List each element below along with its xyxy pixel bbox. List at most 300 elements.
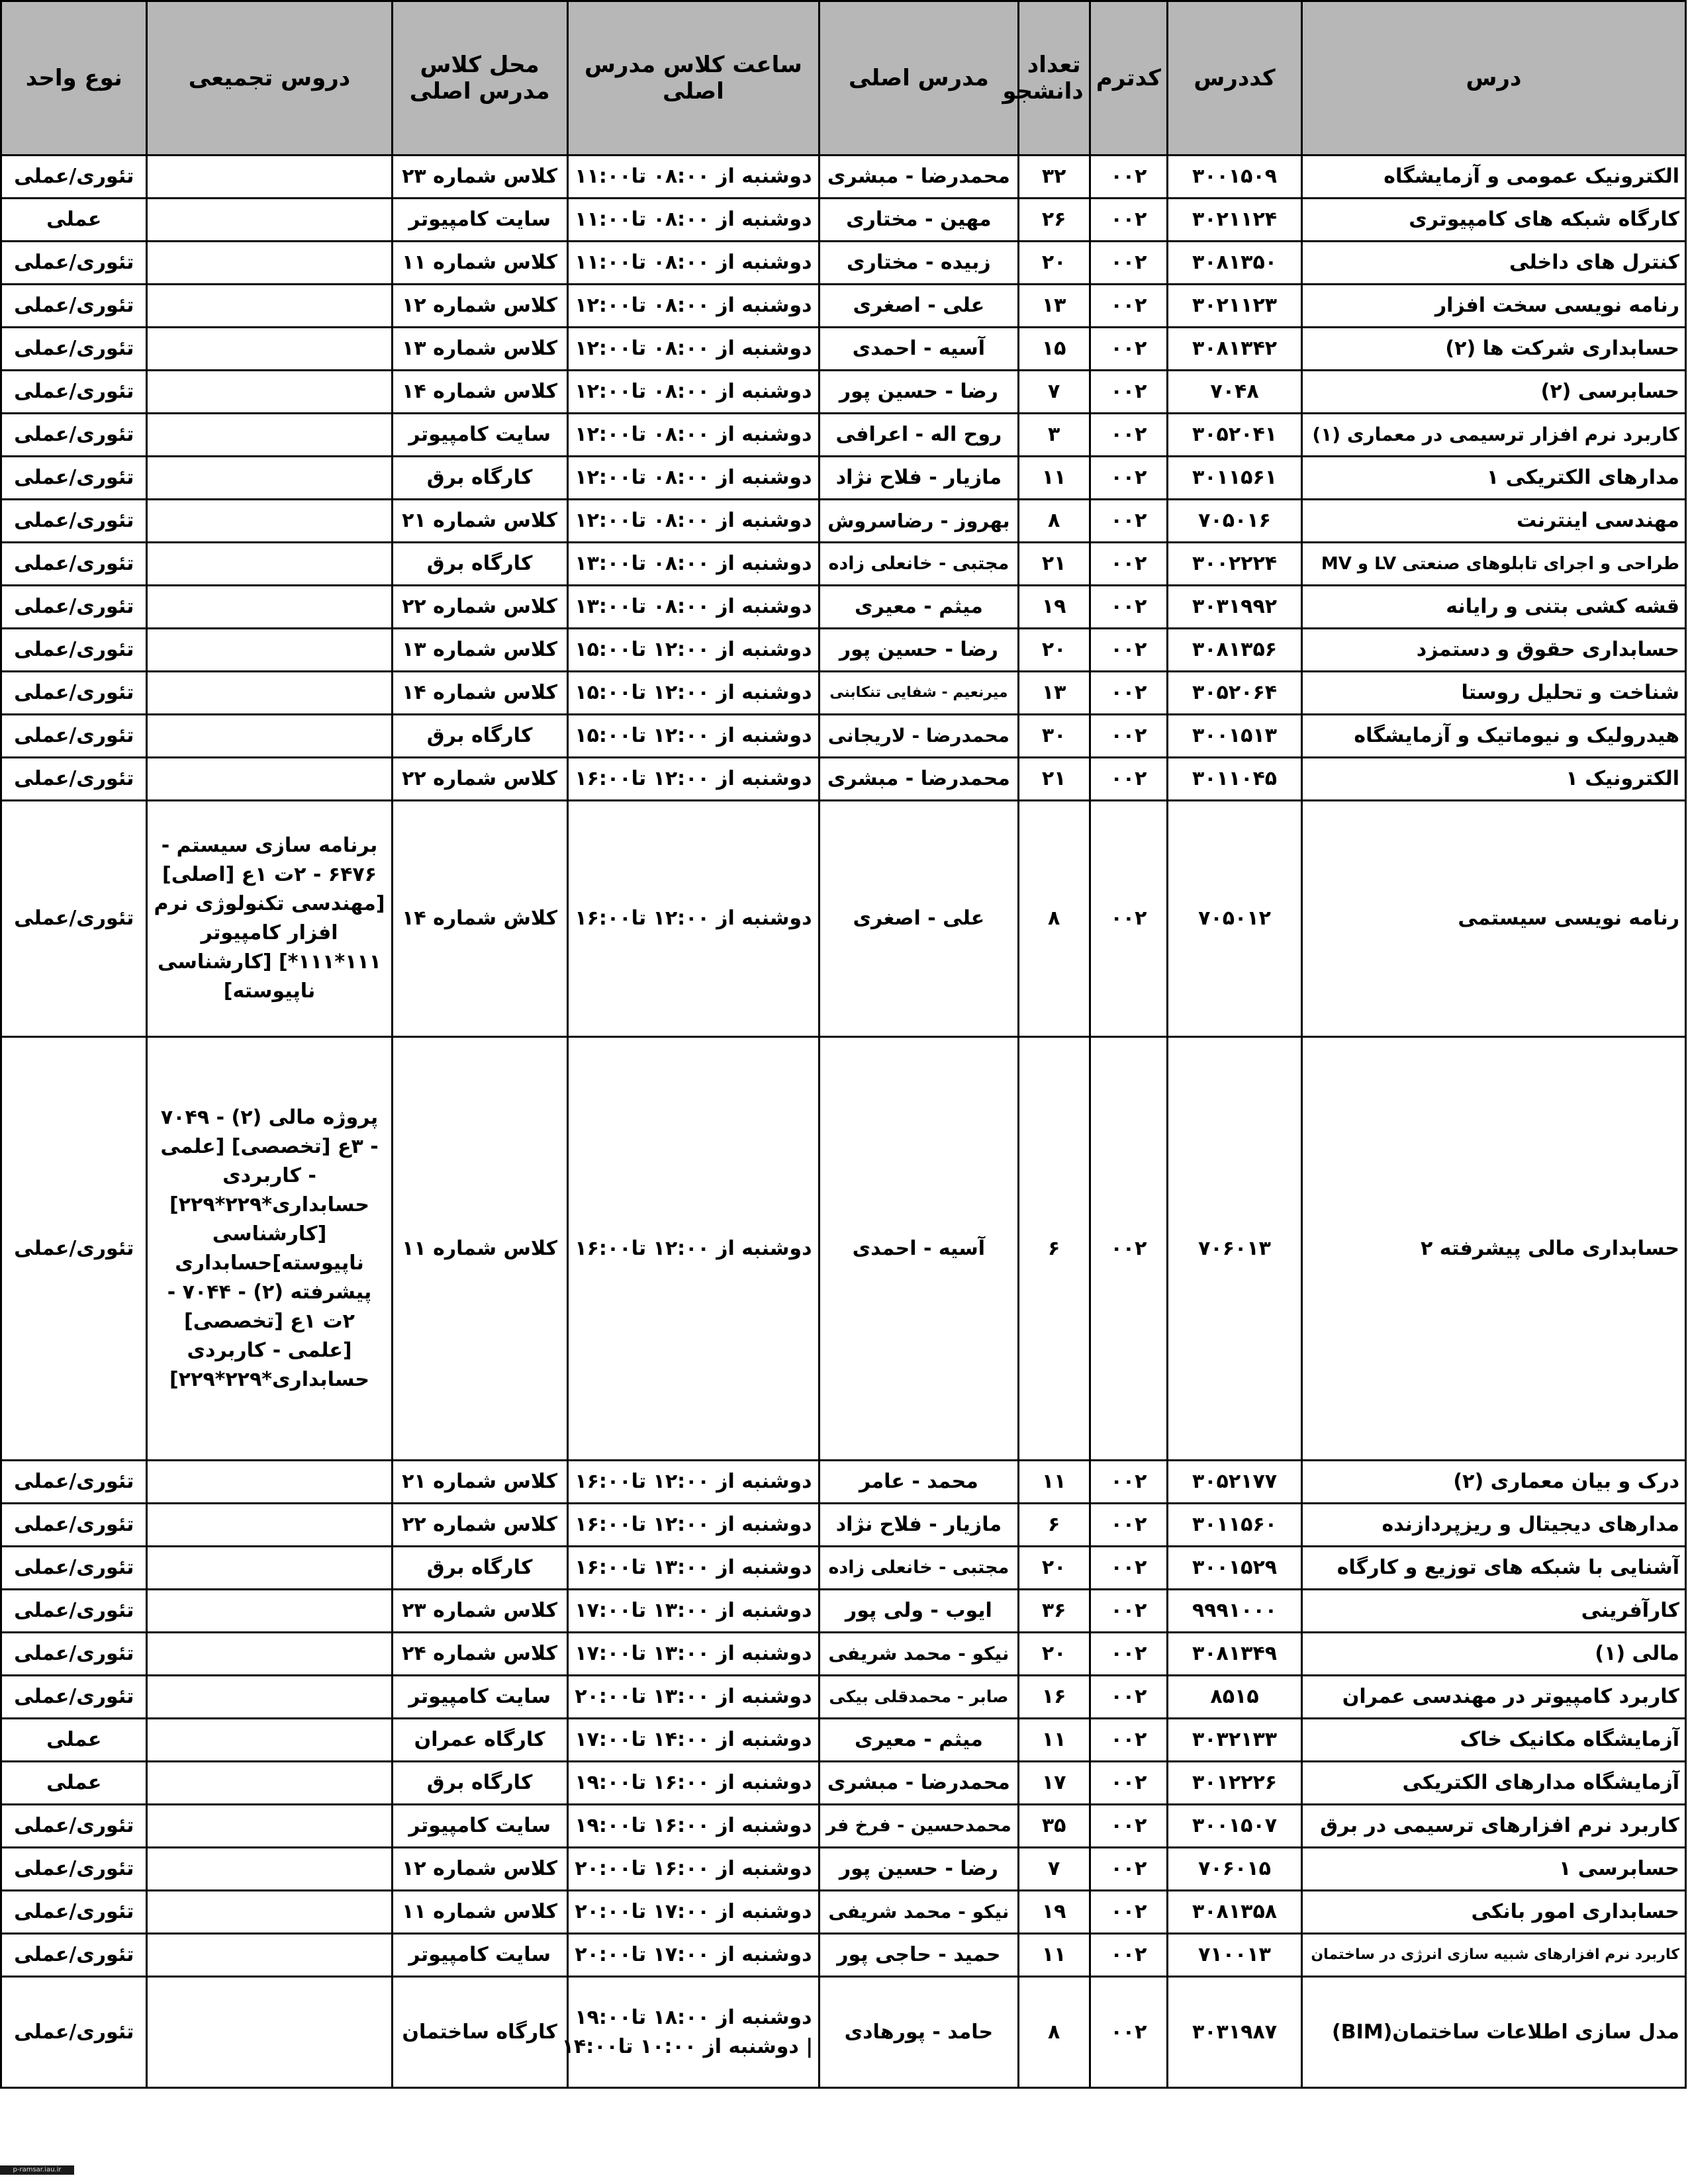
class-location: کلاس شماره ۱۲ xyxy=(392,1848,567,1891)
teacher-name: میثم - معیری xyxy=(820,1719,1018,1762)
student-count: ۸ xyxy=(1018,500,1090,543)
table-row xyxy=(1,328,1686,371)
teacher-name: روح اله - اعرافی xyxy=(820,414,1018,457)
course-code: ۳۰۲۱۱۲۳ xyxy=(1168,285,1302,328)
combined-courses xyxy=(147,672,392,715)
table-row xyxy=(1,156,1686,199)
class-time-line: دوشنبه از ۰۸:۰۰ تا۱۱:۰۰ xyxy=(575,208,812,231)
teacher-name: آسیه - احمدی xyxy=(820,1037,1018,1461)
course-name: حسابداری شرکت ها (۲) xyxy=(1301,328,1685,371)
course-code: ۳۰۰۱۵۲۹ xyxy=(1168,1547,1302,1590)
class-time xyxy=(567,1934,820,1977)
teacher-name: آسیه - احمدی xyxy=(820,328,1018,371)
class-location: کلاس شماره ۲۲ xyxy=(392,586,567,629)
combined-courses xyxy=(147,1719,392,1762)
header-row xyxy=(1,1,1686,156)
class-time xyxy=(567,285,820,328)
course-name: حسابرسی ۱ xyxy=(1301,1848,1685,1891)
term-code: ۰۰۲ xyxy=(1090,801,1167,1037)
combined-courses xyxy=(147,285,392,328)
class-location: کلاس شماره ۲۱ xyxy=(392,500,567,543)
term-code: ۰۰۲ xyxy=(1090,285,1167,328)
combined-courses xyxy=(147,199,392,242)
course-code: ۳۰۱۱۵۶۰ xyxy=(1168,1504,1302,1547)
student-count: ۱۳ xyxy=(1018,285,1090,328)
combined-courses xyxy=(147,758,392,801)
student-count: ۱۹ xyxy=(1018,1891,1090,1934)
student-count: ۲۰ xyxy=(1018,1547,1090,1590)
term-code: ۰۰۲ xyxy=(1090,586,1167,629)
student-count: ۶ xyxy=(1018,1037,1090,1461)
course-code: ۳۰۱۱۵۶۱ xyxy=(1168,457,1302,500)
class-time xyxy=(567,156,820,199)
teacher-name: ایوب - ولی پور xyxy=(820,1590,1018,1633)
class-time xyxy=(567,1676,820,1719)
unit-type: تئوری/عملی xyxy=(1,1633,147,1676)
combined-courses xyxy=(147,1633,392,1676)
course-name: آشنایی با شبکه های توزیع و کارگاه xyxy=(1301,1547,1685,1590)
class-time xyxy=(567,457,820,500)
class-location: کارگاه برق xyxy=(392,1762,567,1805)
class-time-line: دوشنبه از ۰۸:۰۰ تا۱۱:۰۰ xyxy=(575,165,812,188)
term-code: ۰۰۲ xyxy=(1090,1891,1167,1934)
term-code: ۰۰۲ xyxy=(1090,156,1167,199)
course-name: کاربرد نرم افزار ترسیمی در معماری (۱) xyxy=(1301,414,1685,457)
class-location: کلاس شماره ۲۲ xyxy=(392,1504,567,1547)
teacher-name: بهروز - رضاسروش xyxy=(820,500,1018,543)
class-time xyxy=(567,586,820,629)
student-count: ۳۵ xyxy=(1018,1805,1090,1848)
course-name: کارگاه شبکه های کامپیوتری xyxy=(1301,199,1685,242)
class-time-line: دوشنبه از ۱۳:۰۰ تا۱۶:۰۰ xyxy=(575,1556,812,1579)
teacher-name: میرنعیم - شفایی تنکابنی xyxy=(820,672,1018,715)
class-location: سایت کامپیوتر xyxy=(392,414,567,457)
combined-courses xyxy=(147,1977,392,2088)
student-count: ۱۹ xyxy=(1018,586,1090,629)
header-class-location: محل کلاس مدرس اصلی xyxy=(392,1,567,156)
student-count: ۷ xyxy=(1018,1848,1090,1891)
class-time xyxy=(567,1762,820,1805)
class-location: کلاس شماره ۱۴ xyxy=(392,672,567,715)
combined-courses xyxy=(147,1547,392,1590)
combined-courses xyxy=(147,1590,392,1633)
table-row xyxy=(1,1504,1686,1547)
class-time xyxy=(567,672,820,715)
course-name: الکترونیک عمومی و آزمایشگاه xyxy=(1301,156,1685,199)
term-code: ۰۰۲ xyxy=(1090,629,1167,672)
class-time xyxy=(567,1461,820,1504)
class-time-line: دوشنبه از ۱۲:۰۰ تا۱۵:۰۰ xyxy=(575,638,812,661)
class-location: کارگاه ساختمان xyxy=(392,1977,567,2088)
unit-type: تئوری/عملی xyxy=(1,715,147,758)
header-student-count: تعداد دانشجو xyxy=(1018,1,1090,156)
class-location: سایت کامپیوتر xyxy=(392,199,567,242)
table-row xyxy=(1,199,1686,242)
unit-type: تئوری/عملی xyxy=(1,1891,147,1934)
class-time xyxy=(567,500,820,543)
teacher-name: مجتبی - خانعلی زاده xyxy=(820,543,1018,586)
teacher-name: محمد - عامر xyxy=(820,1461,1018,1504)
combined-courses xyxy=(147,1762,392,1805)
teacher-name: مازیار - فلاح نژاد xyxy=(820,1504,1018,1547)
term-code: ۰۰۲ xyxy=(1090,414,1167,457)
unit-type: تئوری/عملی xyxy=(1,328,147,371)
unit-type: تئوری/عملی xyxy=(1,371,147,414)
class-time xyxy=(567,328,820,371)
student-count: ۲۱ xyxy=(1018,543,1090,586)
unit-type: تئوری/عملی xyxy=(1,672,147,715)
student-count: ۱۱ xyxy=(1018,1461,1090,1504)
student-count: ۲۰ xyxy=(1018,1633,1090,1676)
combined-courses xyxy=(147,543,392,586)
course-name: درک و بیان معماری (۲) xyxy=(1301,1461,1685,1504)
class-time-line: دوشنبه از ۱۶:۰۰ تا۲۰:۰۰ xyxy=(575,1857,812,1880)
student-count: ۲۰ xyxy=(1018,242,1090,285)
class-time xyxy=(567,543,820,586)
course-name: مهندسی اینترنت xyxy=(1301,500,1685,543)
unit-type: تئوری/عملی xyxy=(1,1848,147,1891)
class-location: کلاس شماره ۱۲ xyxy=(392,285,567,328)
class-time-line: دوشنبه از ۱۶:۰۰ تا۱۹:۰۰ xyxy=(575,1814,812,1837)
class-location: کلاس شماره ۲۴ xyxy=(392,1633,567,1676)
unit-type: تئوری/عملی xyxy=(1,1461,147,1504)
class-location: کلاس شماره ۱۳ xyxy=(392,328,567,371)
class-time-line: دوشنبه از ۱۳:۰۰ تا۱۷:۰۰ xyxy=(575,1642,812,1665)
class-location: کارگاه عمران xyxy=(392,1719,567,1762)
class-time xyxy=(567,1891,820,1934)
table-row xyxy=(1,1977,1686,2088)
course-code: ۳۰۰۱۵۰۷ xyxy=(1168,1805,1302,1848)
table-row xyxy=(1,1590,1686,1633)
course-code: ۳۰۸۱۳۵۸ xyxy=(1168,1891,1302,1934)
class-time-line: دوشنبه از ۱۲:۰۰ تا۱۵:۰۰ xyxy=(575,681,812,704)
class-time xyxy=(567,1719,820,1762)
course-code: ۹۹۹۱۰۰۰ xyxy=(1168,1590,1302,1633)
combined-courses xyxy=(147,414,392,457)
class-time xyxy=(567,242,820,285)
class-time xyxy=(567,1848,820,1891)
teacher-name: میثم - معیری xyxy=(820,586,1018,629)
combined-courses xyxy=(147,1037,392,1461)
header-term-code: کدترم xyxy=(1090,1,1167,156)
class-time-line: دوشنبه از ۱۲:۰۰ تا۱۶:۰۰ xyxy=(575,907,812,930)
student-count: ۱۳ xyxy=(1018,672,1090,715)
class-time-line: دوشنبه از ۱۳:۰۰ تا۲۰:۰۰ xyxy=(575,1685,812,1708)
course-name: مالی (۱) xyxy=(1301,1633,1685,1676)
teacher-name: مهین - مختاری xyxy=(820,199,1018,242)
teacher-name: حامد - پورهادی xyxy=(820,1977,1018,2088)
course-code: ۷۰۵۰۱۲ xyxy=(1168,801,1302,1037)
term-code: ۰۰۲ xyxy=(1090,500,1167,543)
teacher-name: محمدرضا - مبشری xyxy=(820,156,1018,199)
student-count: ۸ xyxy=(1018,801,1090,1037)
term-code: ۰۰۲ xyxy=(1090,242,1167,285)
combined-courses xyxy=(147,801,392,1037)
term-code: ۰۰۲ xyxy=(1090,715,1167,758)
term-code: ۰۰۲ xyxy=(1090,758,1167,801)
combined-courses xyxy=(147,1848,392,1891)
course-code: ۳۰۵۲۰۶۴ xyxy=(1168,672,1302,715)
teacher-name: مجتبی - خانعلی زاده xyxy=(820,1547,1018,1590)
table-row xyxy=(1,1719,1686,1762)
class-location: کارگاه برق xyxy=(392,543,567,586)
table-row xyxy=(1,801,1686,1037)
term-code: ۰۰۲ xyxy=(1090,1719,1167,1762)
header-teacher: مدرس اصلی xyxy=(820,1,1018,156)
course-code: ۷۰۴۸ xyxy=(1168,371,1302,414)
unit-type: تئوری/عملی xyxy=(1,1676,147,1719)
class-time-line: دوشنبه از ۰۸:۰۰ تا۱۲:۰۰ xyxy=(575,423,812,446)
teacher-name: محمدرضا - مبشری xyxy=(820,758,1018,801)
class-time-line: دوشنبه از ۱۲:۰۰ تا۱۶:۰۰ xyxy=(575,1236,812,1260)
class-time xyxy=(567,629,820,672)
unit-type: تئوری/عملی xyxy=(1,1547,147,1590)
class-time-line: دوشنبه از ۰۸:۰۰ تا۱۲:۰۰ xyxy=(575,380,812,403)
unit-type: تئوری/عملی xyxy=(1,586,147,629)
teacher-name: زبیده - مختاری xyxy=(820,242,1018,285)
class-time-line: دوشنبه از ۱۲:۰۰ تا۱۶:۰۰ xyxy=(575,767,812,790)
term-code: ۰۰۲ xyxy=(1090,1504,1167,1547)
teacher-name: محمدحسین - فرخ فر xyxy=(820,1805,1018,1848)
student-count: ۳۲ xyxy=(1018,156,1090,199)
course-code: ۷۰۶۰۱۳ xyxy=(1168,1037,1302,1461)
unit-type: تئوری/عملی xyxy=(1,629,147,672)
class-time xyxy=(567,199,820,242)
class-location: کارگاه برق xyxy=(392,715,567,758)
class-time xyxy=(567,1504,820,1547)
unit-type: تئوری/عملی xyxy=(1,156,147,199)
student-count: ۱۶ xyxy=(1018,1676,1090,1719)
course-code: ۳۰۳۲۱۳۳ xyxy=(1168,1719,1302,1762)
student-count: ۱۱ xyxy=(1018,1719,1090,1762)
course-code: ۳۰۵۲۱۷۷ xyxy=(1168,1461,1302,1504)
course-code: ۳۰۳۱۹۸۷ xyxy=(1168,1977,1302,2088)
teacher-name: رضا - حسین پور xyxy=(820,1848,1018,1891)
student-count: ۳۶ xyxy=(1018,1590,1090,1633)
term-code: ۰۰۲ xyxy=(1090,1934,1167,1977)
combined-courses xyxy=(147,371,392,414)
combined-courses xyxy=(147,586,392,629)
combined-courses-text: برنامه سازی سیستم - ۶۴۷۶ - ۲ت ۱ع [اصلی] [مهندسی تکنولوژی نرم افزار کامپیوتر ۱۱۱*۱۱۱*] [کارشناسی ناپیوسته] xyxy=(154,834,385,1003)
header-unit-type: نوع واحد xyxy=(1,1,147,156)
table-row xyxy=(1,672,1686,715)
course-name: کنترل های داخلی xyxy=(1301,242,1685,285)
class-time-line: دوشنبه از ۱۲:۰۰ تا۱۶:۰۰ xyxy=(575,1470,812,1493)
table-row xyxy=(1,414,1686,457)
class-time xyxy=(567,1547,820,1590)
combined-courses xyxy=(147,1805,392,1848)
teacher-name: نیکو - محمد شریفی xyxy=(820,1633,1018,1676)
teacher-name: محمدرضا - مبشری xyxy=(820,1762,1018,1805)
table-row xyxy=(1,629,1686,672)
class-time xyxy=(567,1633,820,1676)
header-class-time: ساعت کلاس مدرس اصلی xyxy=(567,1,820,156)
unit-type: تئوری/عملی xyxy=(1,457,147,500)
class-time-line: دوشنبه از ۱۶:۰۰ تا۱۹:۰۰ xyxy=(575,1771,812,1794)
student-count: ۳۰ xyxy=(1018,715,1090,758)
teacher-name: علی - اصغری xyxy=(820,801,1018,1037)
term-code: ۰۰۲ xyxy=(1090,672,1167,715)
class-time xyxy=(567,801,820,1037)
course-name: مدارهای دیجیتال و ریزپردازنده xyxy=(1301,1504,1685,1547)
teacher-name: حمید - حاجی پور xyxy=(820,1934,1018,1977)
class-time-line: دوشنبه از ۰۸:۰۰ تا۱۲:۰۰ xyxy=(575,294,812,317)
course-name: آزمایشگاه مکانیک خاک xyxy=(1301,1719,1685,1762)
class-location: کارگاه برق xyxy=(392,457,567,500)
class-time-line: دوشنبه از ۱۸:۰۰ تا۱۹:۰۰ xyxy=(575,2005,812,2029)
student-count: ۳ xyxy=(1018,414,1090,457)
header-combined-courses: دروس تجمیعی xyxy=(147,1,392,156)
unit-type: عملی xyxy=(1,1719,147,1762)
course-name: شناخت و تحلیل روستا xyxy=(1301,672,1685,715)
class-time xyxy=(567,1590,820,1633)
unit-type: تئوری/عملی xyxy=(1,500,147,543)
header-course: درس xyxy=(1301,1,1685,156)
class-time-line: دوشنبه از ۰۸:۰۰ تا۱۲:۰۰ xyxy=(575,509,812,532)
class-time xyxy=(567,758,820,801)
student-count: ۶ xyxy=(1018,1504,1090,1547)
course-name: کاربرد کامپیوتر در مهندسی عمران xyxy=(1301,1676,1685,1719)
table-row xyxy=(1,715,1686,758)
table-row xyxy=(1,457,1686,500)
table-row xyxy=(1,1848,1686,1891)
class-location: کلاس شماره ۱۴ xyxy=(392,371,567,414)
student-count: ۱۱ xyxy=(1018,1934,1090,1977)
combined-courses xyxy=(147,328,392,371)
student-count: ۱۱ xyxy=(1018,457,1090,500)
term-code: ۰۰۲ xyxy=(1090,371,1167,414)
class-time xyxy=(567,371,820,414)
course-name: هیدرولیک و نیوماتیک و آزمایشگاه xyxy=(1301,715,1685,758)
course-name: حسابداری حقوق و دستمزد xyxy=(1301,629,1685,672)
unit-type: تئوری/عملی xyxy=(1,1504,147,1547)
class-location: کلاس شماره ۱۳ xyxy=(392,629,567,672)
table-row xyxy=(1,1934,1686,1977)
class-time-line: دوشنبه از ۱۷:۰۰ تا۲۰:۰۰ xyxy=(575,1943,812,1966)
watermark-stamp: p-ramsar.iau.ir xyxy=(0,2165,74,2175)
class-time-line: دوشنبه از ۰۸:۰۰ تا۱۱:۰۰ xyxy=(575,251,812,274)
combined-courses xyxy=(147,500,392,543)
combined-courses xyxy=(147,1461,392,1504)
term-code: ۰۰۲ xyxy=(1090,1633,1167,1676)
teacher-name: صابر - محمدقلی بیکی xyxy=(820,1676,1018,1719)
unit-type: تئوری/عملی xyxy=(1,758,147,801)
course-code: ۳۰۵۲۰۴۱ xyxy=(1168,414,1302,457)
combined-courses-text: پروژه مالی (۲) - ۷۰۴۹ - ۳ع [تخصصی] [علمی - کاربردی حسابداری*۲۲۹*۲۲۹] [کارشناسی ناپیوسته]حسابداری پیشرفته (۲) - ۷۰۴۴ - ۲ت ۱ع [تخصصی] [علمی - کاربردی حسابداری*۲۲۹*۲۲۹] xyxy=(160,1105,379,1391)
class-time-line: دوشنبه از ۰۸:۰۰ تا۱۲:۰۰ xyxy=(575,337,812,360)
course-code: ۳۰۳۱۹۹۲ xyxy=(1168,586,1302,629)
teacher-name: مازیار - فلاح نژاد xyxy=(820,457,1018,500)
class-time-line: دوشنبه از ۰۸:۰۰ تا۱۲:۰۰ xyxy=(575,466,812,489)
course-name: رنامه نویسی سخت افزار xyxy=(1301,285,1685,328)
course-code: ۷۰۶۰۱۵ xyxy=(1168,1848,1302,1891)
student-count: ۱۵ xyxy=(1018,328,1090,371)
course-code: ۳۰۱۱۰۴۵ xyxy=(1168,758,1302,801)
course-name: حسابداری مالی پیشرفته ۲ xyxy=(1301,1037,1685,1461)
class-location: کارگاه برق xyxy=(392,1547,567,1590)
term-code: ۰۰۲ xyxy=(1090,457,1167,500)
class-location: سایت کامپیوتر xyxy=(392,1934,567,1977)
term-code: ۰۰۲ xyxy=(1090,1977,1167,2088)
unit-type: عملی xyxy=(1,1762,147,1805)
table-row xyxy=(1,1676,1686,1719)
course-code: ۳۰۰۱۵۰۹ xyxy=(1168,156,1302,199)
course-name: کاربرد نرم افزارهای ترسیمی در برق xyxy=(1301,1805,1685,1848)
class-location: سایت کامپیوتر xyxy=(392,1676,567,1719)
student-count: ۸ xyxy=(1018,1977,1090,2088)
class-time-line: دوشنبه از ۱۴:۰۰ تا۱۷:۰۰ xyxy=(575,1728,812,1751)
course-code: ۳۰۰۲۲۲۴ xyxy=(1168,543,1302,586)
course-name: کاربرد نرم افزارهای شبیه سازی انرژی در ساختمان xyxy=(1301,1934,1685,1977)
course-code: ۳۰۱۲۲۲۶ xyxy=(1168,1762,1302,1805)
class-time-line: دوشنبه از ۱۲:۰۰ تا۱۵:۰۰ xyxy=(575,724,812,747)
course-name: مدل سازی اطلاعات ساختمان(BIM) xyxy=(1301,1977,1685,2088)
teacher-name: نیکو - محمد شریفی xyxy=(820,1891,1018,1934)
course-name: کارآفرینی xyxy=(1301,1590,1685,1633)
class-location: کلاس شماره ۲۳ xyxy=(392,156,567,199)
course-code: ۳۰۸۱۳۵۰ xyxy=(1168,242,1302,285)
course-name: آزمایشگاه مدارهای الکتریکی xyxy=(1301,1762,1685,1805)
course-code: ۳۰۲۱۱۲۴ xyxy=(1168,199,1302,242)
unit-type: عملی xyxy=(1,199,147,242)
student-count: ۷ xyxy=(1018,371,1090,414)
unit-type: تئوری/عملی xyxy=(1,1977,147,2088)
class-location: کلاس شماره ۱۱ xyxy=(392,1037,567,1461)
course-code: ۷۰۵۰۱۶ xyxy=(1168,500,1302,543)
unit-type: تئوری/عملی xyxy=(1,1934,147,1977)
teacher-name: رضا - حسین پور xyxy=(820,371,1018,414)
class-time xyxy=(567,1037,820,1461)
class-time xyxy=(567,715,820,758)
course-code: ۳۰۰۱۵۱۳ xyxy=(1168,715,1302,758)
table-row xyxy=(1,758,1686,801)
table-row xyxy=(1,1461,1686,1504)
course-name: مدارهای الکتریکی ۱ xyxy=(1301,457,1685,500)
unit-type: تئوری/عملی xyxy=(1,801,147,1037)
table-row xyxy=(1,242,1686,285)
class-time-line: دوشنبه از ۱۳:۰۰ تا۱۷:۰۰ xyxy=(575,1599,812,1622)
term-code: ۰۰۲ xyxy=(1090,1461,1167,1504)
table-row xyxy=(1,1633,1686,1676)
combined-courses xyxy=(147,242,392,285)
combined-courses xyxy=(147,1891,392,1934)
class-location: کلاس شماره ۲۲ xyxy=(392,758,567,801)
table-row xyxy=(1,1891,1686,1934)
class-time xyxy=(567,1805,820,1848)
combined-courses xyxy=(147,1676,392,1719)
teacher-name: رضا - حسین پور xyxy=(820,629,1018,672)
class-time-line: دوشنبه از ۰۸:۰۰ تا۱۳:۰۰ xyxy=(575,595,812,618)
class-time-line: دوشنبه از ۱۷:۰۰ تا۲۰:۰۰ xyxy=(575,1900,812,1923)
unit-type: تئوری/عملی xyxy=(1,543,147,586)
table-row xyxy=(1,1037,1686,1461)
course-code: ۷۱۰۰۱۳ xyxy=(1168,1934,1302,1977)
combined-courses xyxy=(147,1934,392,1977)
unit-type: تئوری/عملی xyxy=(1,242,147,285)
combined-courses xyxy=(147,1504,392,1547)
table-row xyxy=(1,500,1686,543)
course-name: رنامه نویسی سیستمی xyxy=(1301,801,1685,1037)
class-location: سایت کامپیوتر xyxy=(392,1805,567,1848)
student-count: ۱۷ xyxy=(1018,1762,1090,1805)
course-code: ۳۰۸۱۳۴۹ xyxy=(1168,1633,1302,1676)
course-name: حسابداری امور بانکی xyxy=(1301,1891,1685,1934)
term-code: ۰۰۲ xyxy=(1090,1676,1167,1719)
student-count: ۲۱ xyxy=(1018,758,1090,801)
combined-courses xyxy=(147,715,392,758)
unit-type: تئوری/عملی xyxy=(1,1037,147,1461)
class-location: کلاس شماره ۱۱ xyxy=(392,1891,567,1934)
